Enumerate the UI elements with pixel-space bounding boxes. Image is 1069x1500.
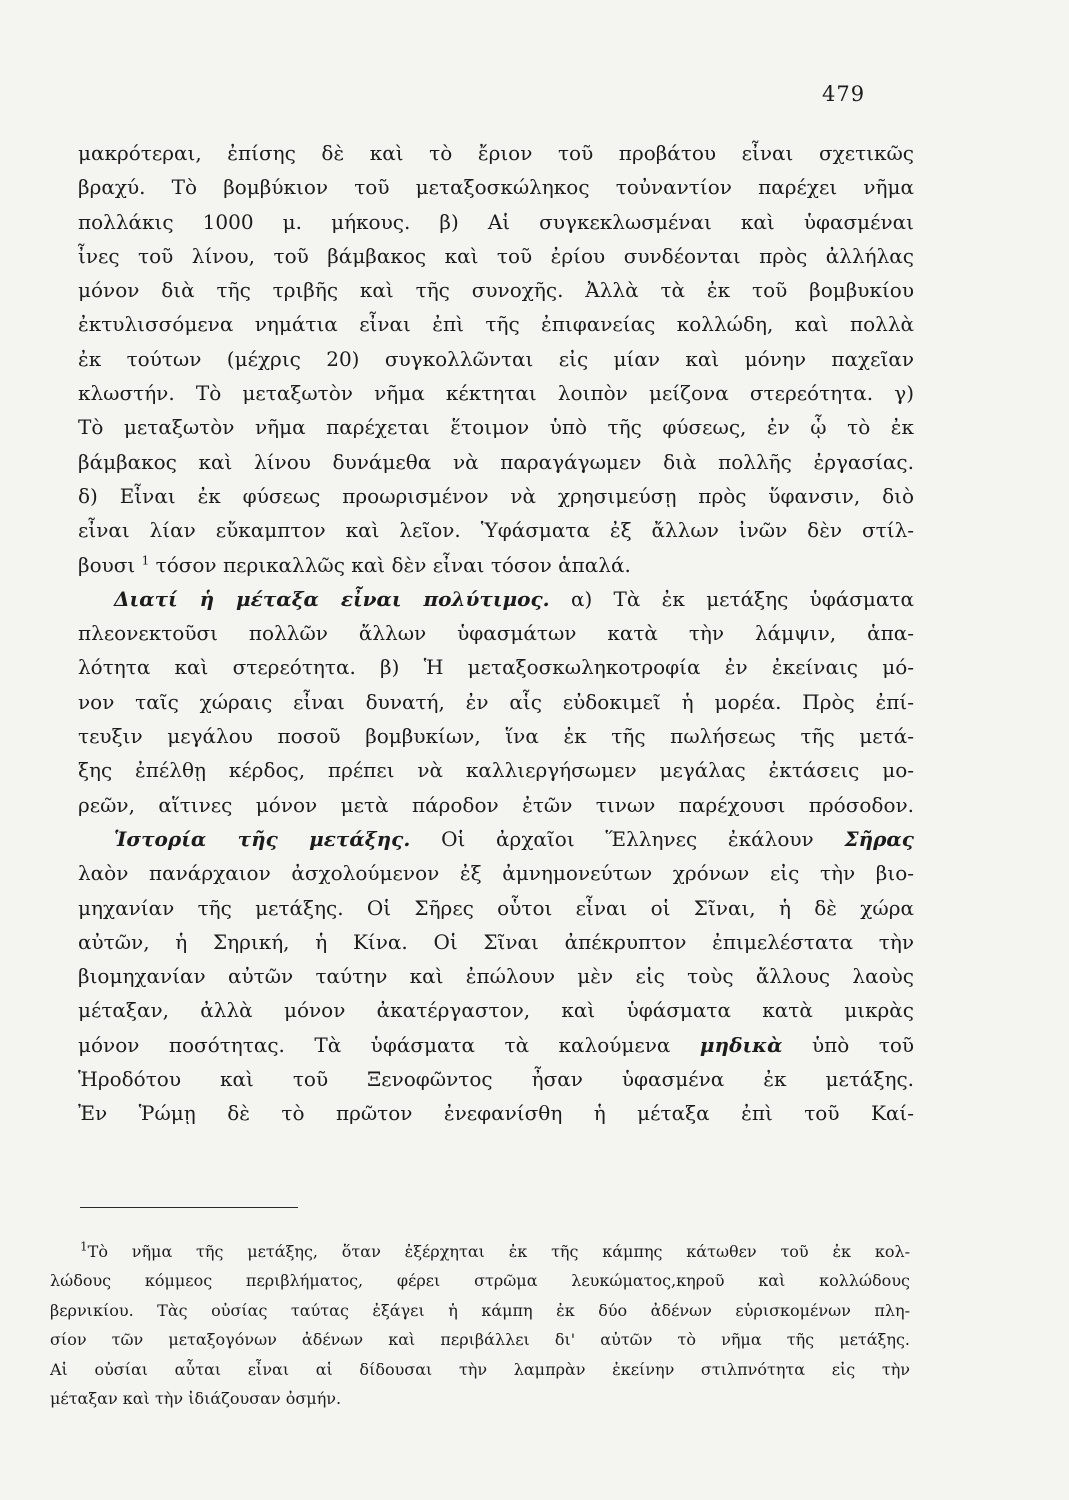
text-line: νον ταῖς χώραις εἶναι δυνατή, ἐν αἷς εὐδοκιμεῖ ἡ μορέα. Πρὸς ἐπί-	[78, 689, 914, 714]
text-line: πολλάκις 1000 μ. μήκους. β) Αἱ συγκεκλωσμέναι καὶ ὑφασμέναι	[78, 209, 914, 234]
footnote-line: βερνικίου. Τὰς οὐσίας ταύτας ἐξάγει ἡ κάμπη ἐκ δύο ἀδένων εὑρισκομένων πλη-	[50, 1300, 910, 1320]
text-fragment: τόσον περικαλλῶς καὶ δὲν εἶναι τόσον ἁπαλά.	[155, 552, 631, 577]
text-line: μόνον διὰ τῆς τριβῆς καὶ τῆς συνοχῆς. Ἀλλὰ τὰ ἐκ τοῦ βομβυκίου	[78, 278, 914, 303]
text-line: μέταξαν, ἀλλὰ μόνον ἀκατέργαστον, καὶ ὑφάσματα κατὰ μικρὰς	[78, 998, 914, 1023]
text-fragment: α) Τὰ ἐκ μετάξης ὑφάσματα	[570, 586, 914, 611]
section-heading: Διατί ἡ μέταξα εἶναι πολύτιμος.	[114, 586, 550, 611]
text-fragment: Οἱ ἀρχαῖοι Ἕλληνες ἐκάλουν	[441, 826, 814, 851]
text-fragment: ὑπὸ τοῦ	[811, 1032, 915, 1057]
text-line: ἐκτυλισσόμενα νημάτια εἶναι ἐπὶ τῆς ἐπιφανείας κολλώδη, καὶ πολλὰ	[78, 312, 914, 337]
text-line: μηχανίαν τῆς μετάξης. Οἱ Σῆρες οὗτοι εἶναι οἱ Σῖναι, ἡ δὲ χώρα	[78, 895, 914, 920]
footnote-line: λώδους κόμμεος περιβλήματος, φέρει στρῶμα λευκώματος,κηροῦ καὶ κολλώδους	[50, 1271, 910, 1291]
section-heading: Ἱστορία τῆς μετάξης.	[114, 826, 411, 851]
text-line: Ἐν Ῥώμῃ δὲ τὸ πρῶτον ἐνεφανίσθη ἡ μέταξα ἐπὶ τοῦ Καί-	[78, 1101, 914, 1126]
text-fragment: βουσι	[78, 552, 136, 577]
footnote-line: μέταξαν καὶ τὴν ἰδιάζουσαν ὀσμήν.	[50, 1388, 342, 1408]
text-line: βραχύ. Τὸ βομβύκιον τοῦ μεταξοσκώληκος τοὐναντίον παρέχει νῆμα	[78, 175, 914, 200]
text-line: ρεῶν, αἵτινες μόνον μετὰ πάροδον ἐτῶν τινων παρέχουσι πρόσοδον.	[78, 792, 914, 817]
text-line: ἶνες τοῦ λίνου, τοῦ βάμβακος καὶ τοῦ ἐρίου συνδέονται πρὸς ἀλλήλας	[78, 243, 914, 268]
text-line: ἐκ τούτων (μέχρις 20) συγκολλῶνται εἰς μίαν καὶ μόνην παχεῖαν	[78, 346, 914, 371]
footnote-line: Αἱ οὐσίαι αὗται εἶναι αἱ δίδουσαι τὴν λαμπρὰν ἐκείνην στιλπνότητα εἰς τὴν	[50, 1359, 910, 1379]
footnote-marker: 1	[80, 1239, 88, 1254]
footnote-divider	[80, 1207, 298, 1208]
text-line: λότητα καὶ στερεότητα. β) Ἡ μεταξοσκωληκοτροφία ἐν ἐκείναις μό-	[78, 655, 914, 680]
body-text	[78, 136, 914, 1131]
text-line: μακρότεραι, ἐπίσης δὲ καὶ τὸ ἔριον τοῦ προβάτου εἶναι σχετικῶς	[78, 141, 914, 165]
text-line: Ἡροδότου καὶ τοῦ Ξενοφῶντος ἦσαν ὑφασμένα ἐκ μετάξης.	[78, 1067, 914, 1092]
text-fragment: μόνον ποσότητας. Τὰ ὑφάσματα τὰ καλούμενα	[78, 1032, 671, 1057]
text-line	[78, 548, 914, 582]
text-line: αὐτῶν, ἡ Σηρική, ἡ Κίνα. Οἱ Σῖναι ἀπέκρυπτον ἐπιμελέστατα τὴν	[78, 929, 914, 954]
text-line: βάμβακος καὶ λίνου δυνάμεθα νὰ παραγάγωμεν διὰ πολλῆς ἐργασίας.	[78, 449, 914, 474]
text-line: εἶναι λίαν εὔκαμπτον καὶ λεῖον. Ὑφάσματα ἐξ ἄλλων ἰνῶν δὲν στίλ-	[78, 518, 914, 543]
emphasized-term: Σῆρας	[844, 826, 914, 851]
footnote-line	[50, 1237, 910, 1266]
text-line: πλεονεκτοῦσι πολλῶν ἄλλων ὑφασμάτων κατὰ τὴν λάμψιν, ἁπα-	[78, 621, 914, 646]
emphasized-term: μηδικὰ	[699, 1032, 783, 1057]
text-line: Τὸ μεταξωτὸν νῆμα παρέχεται ἕτοιμον ὑπὸ τῆς φύσεως, ἐν ᾧ τὸ ἐκ	[78, 415, 914, 440]
page-number: 479	[822, 82, 866, 106]
text-line: βιομηχανίαν αὐτῶν ταύτην καὶ ἐπώλουν μὲν εἰς τοὺς ἄλλους λαοὺς	[78, 964, 914, 989]
text-line	[78, 1028, 914, 1062]
text-line: κλωστήν. Τὸ μεταξωτὸν νῆμα κέκτηται λοιπὸν μείζονα στερεότητα. γ)	[78, 381, 914, 406]
text-line: τευξιν μεγάλου ποσοῦ βομβυκίων, ἵνα ἐκ τῆς πωλήσεως τῆς μετά-	[78, 724, 914, 749]
footnote-line: σίον τῶν μεταξογόνων ἀδένων καὶ περιβάλλει δι' αὐτῶν τὸ νῆμα τῆς μετάξης.	[50, 1330, 910, 1350]
text-line: ξης ἐπέλθῃ κέρδος, πρέπει νὰ καλλιεργήσωμεν μεγάλας ἐκτάσεις μο-	[78, 758, 914, 783]
section-heading-line	[78, 582, 914, 616]
section-heading-line	[78, 822, 914, 856]
footnote-reference: 1	[141, 552, 150, 567]
text-line: δ) Εἶναι ἐκ φύσεως προωρισμένον νὰ χρησιμεύσῃ πρὸς ὕφανσιν, διὸ	[78, 483, 914, 508]
text-fragment: Τὸ νῆμα τῆς μετάξης, ὅταν ἐξέρχηται ἐκ τῆς κάμπης κάτωθεν τοῦ ἐκ κολ-	[87, 1242, 910, 1261]
footnotes	[50, 1237, 910, 1413]
text-line: λαὸν πανάρχαιον ἀσχολούμενον ἐξ ἀμνημονεύτων χρόνων εἰς τὴν βιο-	[78, 861, 914, 886]
